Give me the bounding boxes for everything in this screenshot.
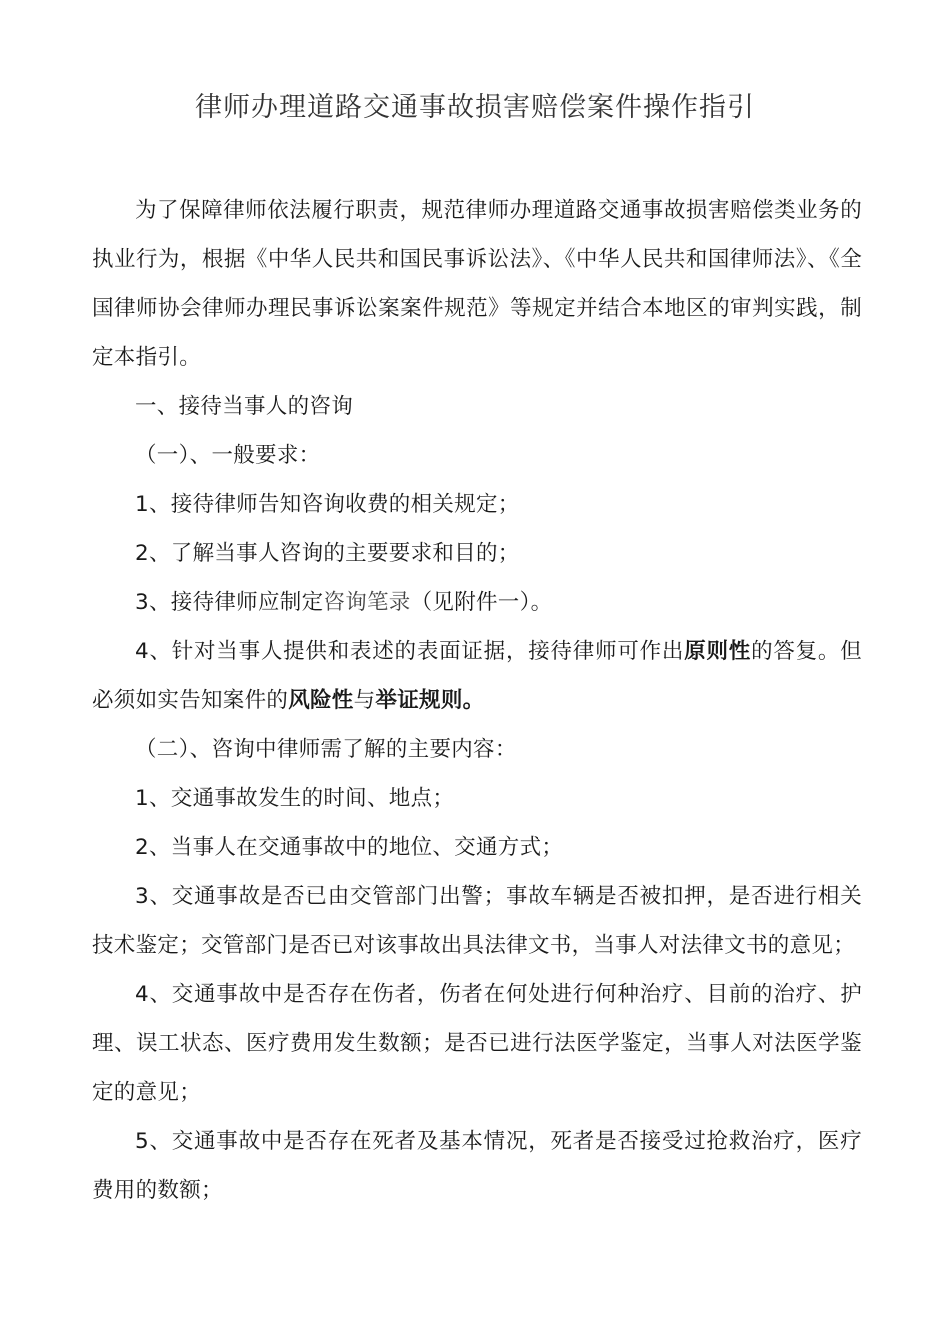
list-item: 4、交通事故中是否存在伤者，伤者在何处进行何种治疗、目前的治疗、护理、误工状态、医疗费用发生数额；是否已进行法医学鉴定，当事人对法医学鉴定的意见； bbox=[92, 982, 862, 1105]
emphasis-text: 举证规则。 bbox=[375, 688, 485, 713]
list-item: 2、当事人在交通事故中的地位、交通方式； bbox=[135, 835, 564, 860]
consultation-record-text: 咨询笔录 bbox=[323, 590, 411, 615]
list-item bbox=[92, 578, 862, 627]
preamble-paragraph: 为了保障律师依法履行职责，规范律师办理道路交通事故损害赔偿类业务的执业行为，根据《中华人民共和国民事诉讼法》、《中华人民共和国律师法》、《全国律师协会律师办理民事诉讼案案件规范》等规定并结合本地区的审判实践，制定本指引。 bbox=[92, 198, 862, 370]
list-item: 1、交通事故发生的时间、地点； bbox=[135, 786, 455, 811]
section-heading: 一、接待当事人的咨询 bbox=[135, 394, 354, 419]
subsection-heading: （一）、一般要求： bbox=[135, 443, 321, 468]
list-item-text: 4、针对当事人提供和表述的表面证据，接待律师可作出 bbox=[135, 639, 685, 664]
document-body bbox=[92, 186, 862, 1215]
list-item-text: （见附件一）。 bbox=[410, 590, 553, 615]
document-title: 律师办理道路交通事故损害赔偿案件操作指引 bbox=[195, 92, 755, 123]
list-item-text: 与 bbox=[353, 688, 376, 713]
list-item bbox=[92, 627, 862, 725]
list-item-text: 3、接待律师应制定 bbox=[135, 590, 324, 615]
list-item-text: 的答复。但必须如实告知案件的 bbox=[92, 639, 862, 713]
list-item: 2、了解当事人咨询的主要要求和目的； bbox=[135, 541, 520, 566]
subsection-heading: （二）、咨询中律师需了解的主要内容： bbox=[135, 737, 517, 762]
list-item: 5、交通事故中是否存在死者及基本情况，死者是否接受过抢救治疗，医疗费用的数额； bbox=[92, 1129, 862, 1203]
list-item: 1、接待律师告知咨询收费的相关规定； bbox=[135, 492, 520, 517]
list-item: 3、交通事故是否已由交管部门出警；事故车辆是否被扣押，是否进行相关技术鉴定；交管部门是否已对该事故出具法律文书，当事人对法律文书的意见； bbox=[92, 884, 862, 958]
emphasis-text: 风险性 bbox=[288, 688, 354, 713]
emphasis-text: 原则性 bbox=[684, 639, 752, 664]
